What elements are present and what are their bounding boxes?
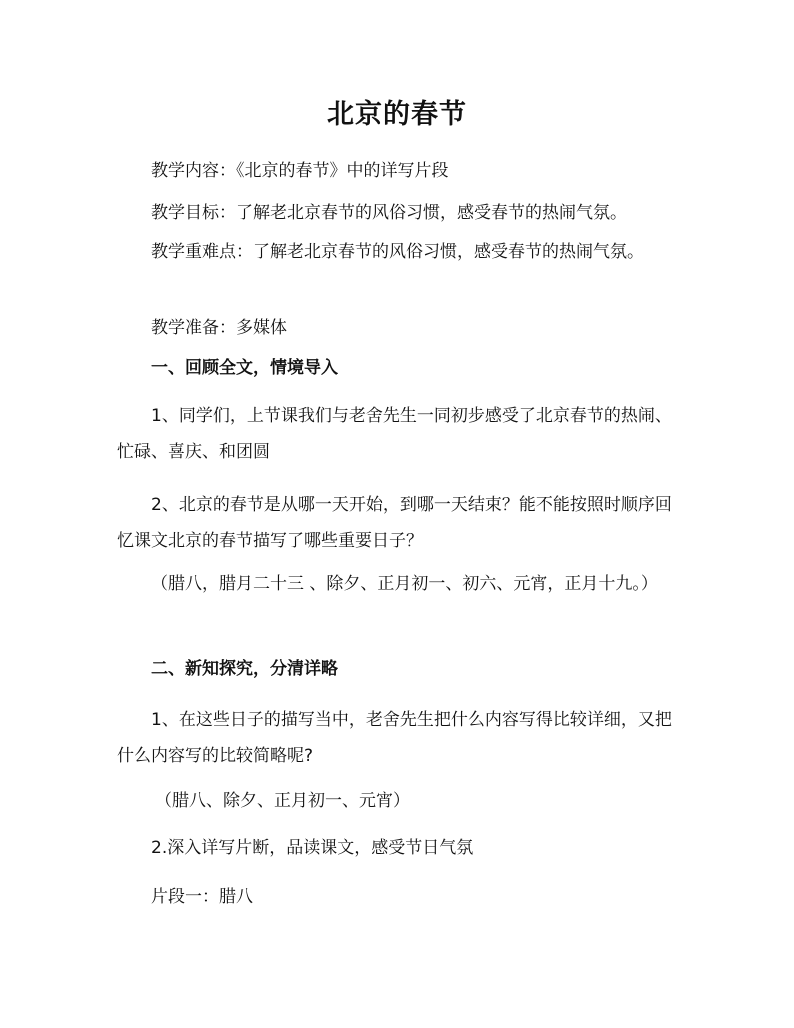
paragraph-dates-answer: （腊八，腊月二十三 、除夕、正月初一、初六、元宵，正月十九。） [151,574,658,594]
paragraph-item-1-2: 2、北京的春节是从哪一天开始，到哪一天结束？能不能按照时顺序回忆课文北京的春节描写了哪些重要日子？ [117,495,672,551]
paragraph-item-2-2: 2.深入详写片断，品读课文，感受节日气氛 [151,838,474,858]
paragraph-key-points: 教学重难点：了解老北京春节的风俗习惯，感受春节的热闹气氛。 [151,242,644,262]
paragraph-teaching-content: 教学内容：《北京的春节》中的详写片段 [151,161,449,181]
paragraph-excerpt-1: 片段一：腊八 [151,887,253,907]
section-heading-2: 二、新知探究，分清详略 [151,659,338,679]
section-heading-1: 一、回顾全文，情境导入 [151,358,338,378]
paragraph-item-1-1: 1、同学们，上节课我们与老舍先生一同初步感受了北京春节的热闹、忙碌、喜庆、和团圆 [117,406,672,462]
document-title: 北京的春节 [327,99,467,130]
paragraph-detailed-answer: （腊八、除夕、正月初一、元宵） [155,791,410,811]
paragraph-item-2-1: 1、在这些日子的描写当中，老舍先生把什么内容写得比较详细，又把什么内容写的比较简略呢? [117,710,672,766]
paragraph-teaching-goal: 教学目标：了解老北京春节的风俗习惯，感受春节的热闹气氛。 [151,203,627,223]
paragraph-preparation: 教学准备：多媒体 [151,318,287,338]
